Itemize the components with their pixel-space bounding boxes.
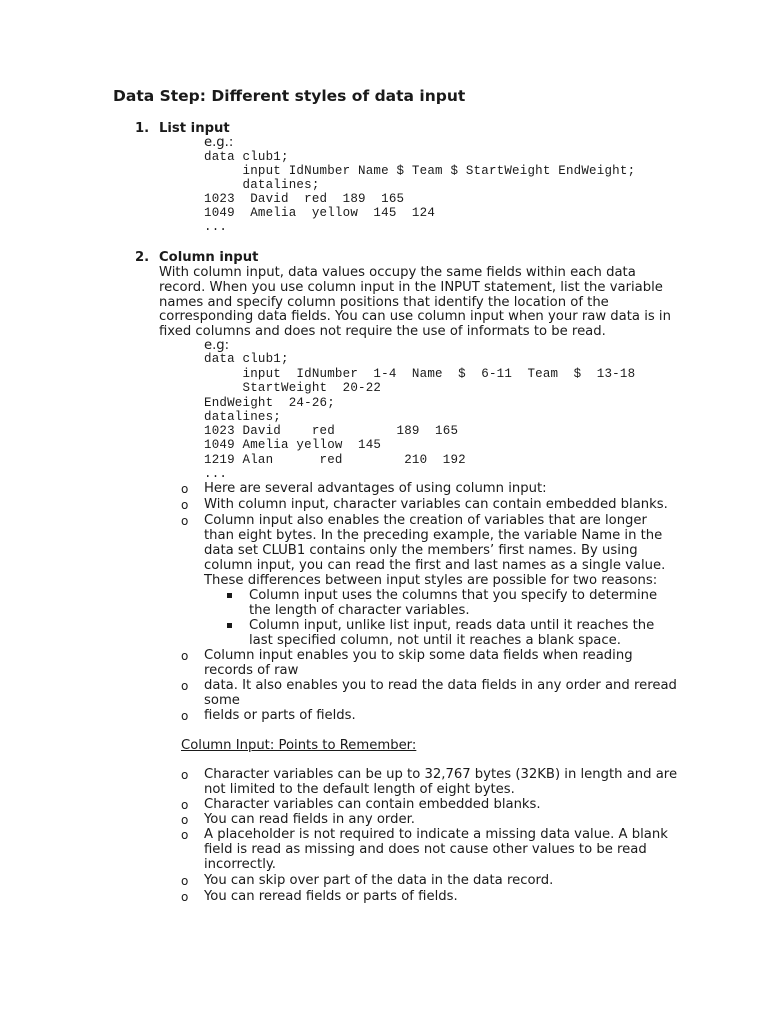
section-2-code-line: 1049 Amelia yellow 145	[204, 438, 382, 452]
advantage-bullet: With column input, character variables can contain embedded blanks.	[204, 497, 668, 512]
section-2-eg: e.g:	[204, 338, 230, 353]
advantage-bullet: Column input enables you to skip some data fields when reading records of raw	[204, 648, 633, 678]
bullet-marker: o	[181, 874, 189, 888]
bullet-marker: o	[181, 679, 189, 693]
section-2-code-line: 1023 David red 189 165	[204, 424, 459, 438]
section-1-code-line: ...	[204, 220, 228, 234]
bullet-marker: o	[181, 649, 189, 663]
section-2-code-line: data club1;	[204, 352, 289, 366]
bullet-marker: o	[181, 498, 189, 512]
section-2-intro-line: corresponding data fields. You can use column input when your raw data is in	[159, 309, 671, 324]
advantage-bullet: Column input also enables the creation of variables that are longer than eight bytes. In the preceding example, the variable Name in the data set CLUB1 contains only the members’ first names. By using column input, you can read the first and last names as a single value. These differences between input styles are possible for two reasons:	[204, 513, 666, 588]
point-item: You can read fields in any order.	[204, 812, 416, 827]
section-1-code-line: input IdNumber Name $ Team $ StartWeight EndWeight;	[204, 164, 636, 178]
section-2-intro-line: With column input, data values occupy the same fields within each data	[159, 265, 636, 280]
bullet-marker: o	[181, 828, 189, 842]
section-2-code-line: EndWeight 24-26;	[204, 396, 335, 410]
section-1-code-line: 1049 Amelia yellow 145 124	[204, 206, 436, 220]
section-2-intro-line: names and specify column positions that identify the location of the	[159, 295, 609, 310]
section-1-eg: e.g.:	[204, 135, 234, 150]
point-item: Character variables can contain embedded blanks.	[204, 797, 541, 812]
section-2-heading: Column input	[159, 250, 259, 265]
reason-sub-bullet: Column input, unlike list input, reads data until it reaches the last specified column, not until it reaches a blank space.	[249, 618, 655, 648]
bullet-marker: o	[181, 768, 189, 782]
bullet-marker: o	[181, 482, 189, 496]
point-item: You can reread fields or parts of fields.	[204, 889, 458, 904]
bullet-marker: o	[181, 813, 189, 827]
advantage-bullet: data. It also enables you to read the data fields in any order and reread some	[204, 678, 677, 708]
sub-bullet-marker	[227, 593, 232, 598]
section-1-heading: List input	[159, 121, 230, 136]
section-2-number: 2.	[135, 250, 150, 265]
section-2-code-line: StartWeight 20-22	[204, 381, 382, 395]
section-2-code-line: ...	[204, 467, 228, 481]
point-item: Character variables can be up to 32,767 bytes (32KB) in length and are not limited to the default length of eight bytes.	[204, 767, 678, 797]
bullet-marker: o	[181, 798, 189, 812]
section-2-code-line: datalines;	[204, 410, 282, 424]
page-title: Data Step: Different styles of data input	[113, 87, 466, 105]
section-2-code-line: 1219 Alan red 210 192	[204, 453, 466, 467]
points-heading: Column Input: Points to Remember:	[181, 738, 417, 753]
point-item: You can skip over part of the data in the data record.	[204, 873, 554, 888]
section-1-number: 1.	[135, 121, 150, 136]
section-1-code-line: 1023 David red 189 165	[204, 192, 405, 206]
section-1-code-line: datalines;	[204, 178, 320, 192]
advantage-bullet: fields or parts of fields.	[204, 708, 356, 723]
section-2-intro-line: record. When you use column input in the INPUT statement, list the variable	[159, 280, 663, 295]
bullet-marker: o	[181, 709, 189, 723]
reason-sub-bullet: Column input uses the columns that you specify to determine the length of character variables.	[249, 588, 658, 618]
bullet-marker: o	[181, 514, 189, 528]
advantage-bullet: Here are several advantages of using column input:	[204, 481, 547, 496]
point-item: A placeholder is not required to indicate a missing data value. A blank field is read as missing and does not cause other values to be read incorrectly.	[204, 827, 668, 872]
sub-bullet-marker	[227, 623, 232, 628]
section-2-code-line: input IdNumber 1-4 Name $ 6-11 Team $ 13-18	[204, 367, 636, 381]
bullet-marker: o	[181, 890, 189, 904]
section-2-intro-line: fixed columns and does not require the use of informats to be read.	[159, 324, 606, 339]
section-1-code-line: data club1;	[204, 150, 289, 164]
